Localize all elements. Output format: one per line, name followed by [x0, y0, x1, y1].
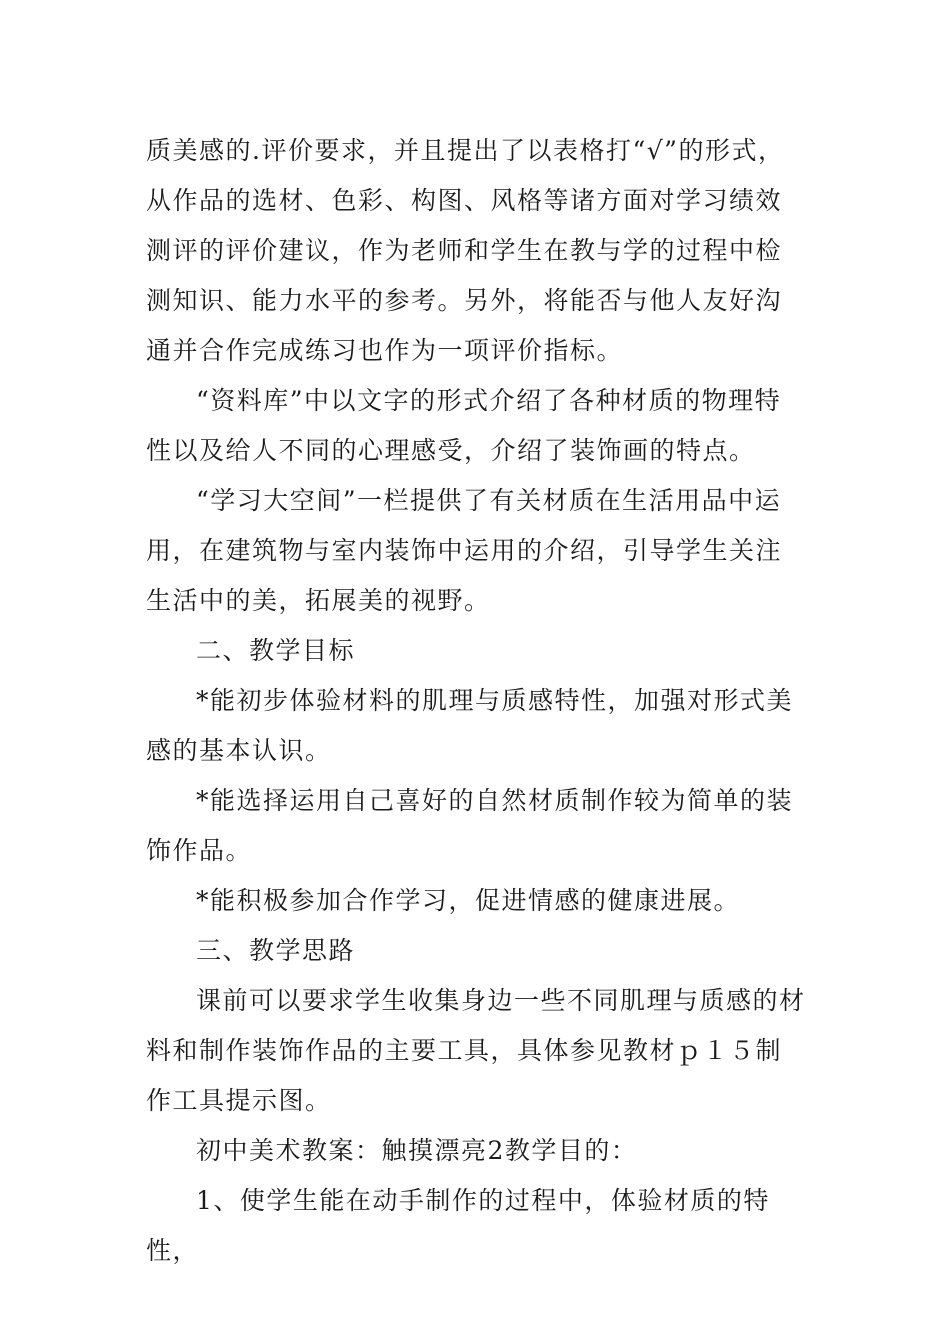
heading-teaching-approach: 三、教学思路: [196, 936, 356, 965]
heading-lesson-objectives: 初中美术教案：触摸漂亮2教学目的：: [196, 1136, 638, 1165]
paragraph-resource-library: “资料库”中以文字的形式介绍了各种材质的物理特性以及给人不同的心理感受，介绍了装饰画的特点。: [146, 386, 782, 465]
objective-item-1: 1、使学生能在动手制作的过程中，体验材质的特性，: [146, 1186, 770, 1265]
paragraph-evaluation: 质美感的.评价要求，并且提出了以表格打“√”的形式，从作品的选材、色彩、构图、风格等诸方面对学习绩效测评的评价建议，作为老师和学生在教与学的过程中检测知识、能力水平的参考。另外，将能否与他人友好沟通并合作完成练习也作为一项评价指标。: [146, 136, 785, 365]
heading-teaching-goals: 二、教学目标: [196, 636, 356, 665]
paragraph-preparation: 课前可以要求学生收集身边一些不同肌理与质感的材料和制作装饰作品的主要工具，具体参见教材ｐ１５制作工具提示图。: [146, 986, 806, 1115]
goal-item-1: *能初步体验材料的肌理与质感特性，加强对形式美感的基本认识。: [146, 686, 794, 765]
document-body: [146, 126, 806, 1276]
paragraph-learning-space: “学习大空间”一栏提供了有关材质在生活用品中运用，在建筑物与室内装饰中运用的介绍，引导学生关注生活中的美，拓展美的视野。: [146, 486, 783, 615]
goal-item-3: *能积极参加合作学习，促进情感的健康进展。: [196, 886, 741, 915]
goal-item-2: *能选择运用自己喜好的自然材质制作较为简单的装饰作品。: [146, 786, 794, 865]
